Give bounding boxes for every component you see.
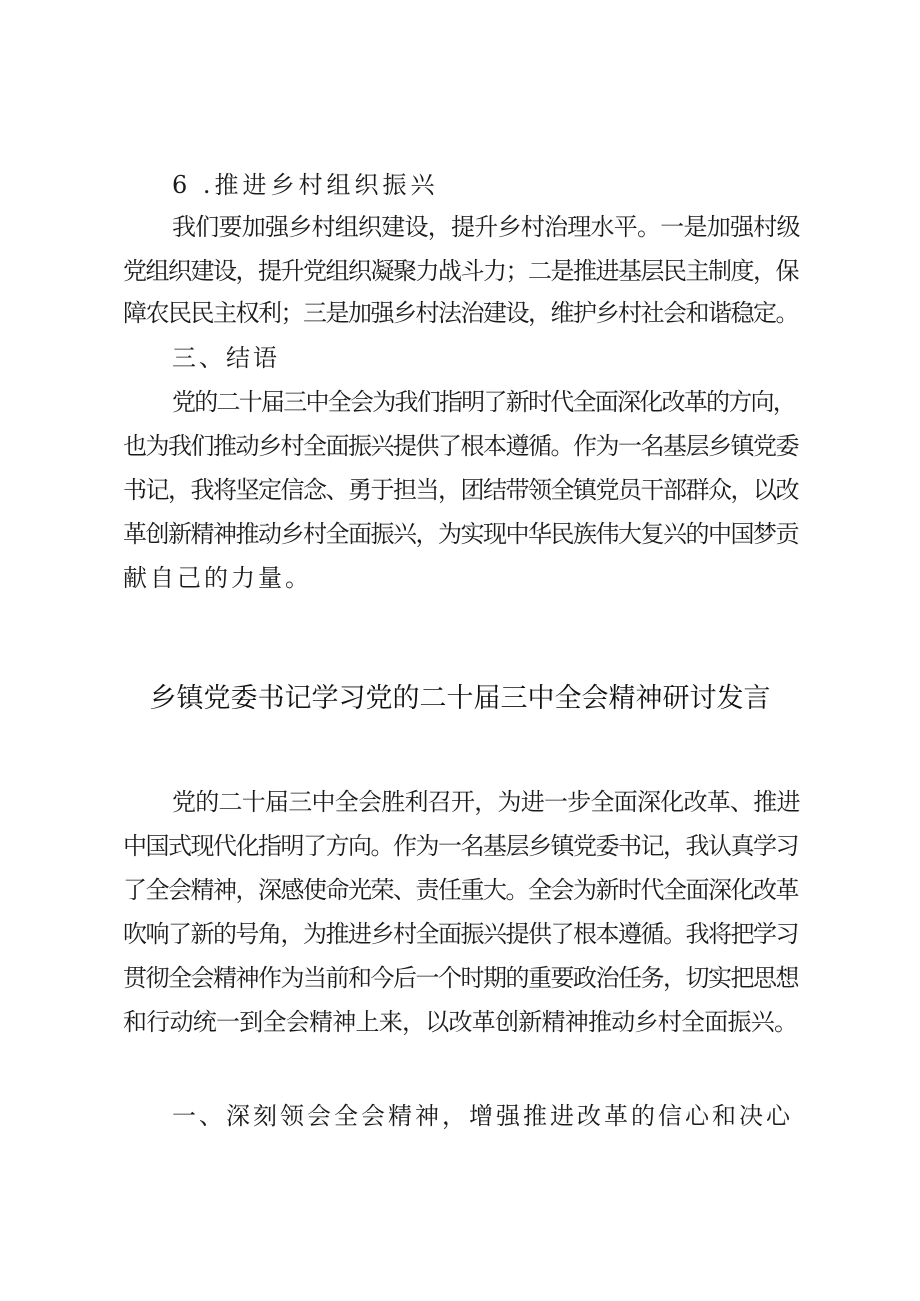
section-heading: 一、深刻领会全会精神，增强推进改革的信心和决心 <box>172 1102 793 1130</box>
paragraph-line: 革创新精神推动乡村全面振兴，为实现中华民族伟大复兴的中国梦贡 <box>123 520 798 548</box>
paragraph-line: 障农民民主权利；三是加强乡村法治建设，维护乡村社会和谐稳定。 <box>123 299 798 327</box>
paragraph-line: 了全会精神，深感使命光荣、责任重大。全会为新时代全面深化改革 <box>123 876 798 904</box>
paragraph-line: 我们要加强乡村组织建设，提升乡村治理水平。一是加强村级 <box>172 213 800 241</box>
paragraph-line: 党的二十届三中全会为我们指明了新时代全面深化改革的方向， <box>172 388 795 416</box>
paragraph-line: 和行动统一到全会精神上来，以改革创新精神推动乡村全面振兴。 <box>123 1008 798 1036</box>
paragraph-line: 党的二十届三中全会胜利召开，为进一步全面深化改革、推进 <box>172 788 800 816</box>
paragraph-line: 党组织建设，提升党组织凝聚力战斗力；二是推进基层民主制度，保 <box>123 257 798 285</box>
section-heading: 6 .推进乡村组织振兴 <box>172 171 439 199</box>
paragraph-line: 书记，我将坚定信念、勇于担当，团结带领全镇党员干部群众，以改 <box>123 476 798 504</box>
article-title: 乡镇党委书记学习党的二十届三中全会精神研讨发言 <box>149 683 771 714</box>
paragraph-line: 献自己的力量。 <box>123 564 312 592</box>
paragraph-line: 中国式现代化指明了方向。作为一名基层乡镇党委书记，我认真学习 <box>123 832 798 860</box>
paragraph-line: 也为我们推动乡村全面振兴提供了根本遵循。作为一名基层乡镇党委 <box>123 432 798 460</box>
paragraph-line: 吹响了新的号角，为推进乡村全面振兴提供了根本遵循。我将把学习 <box>123 920 798 948</box>
paragraph-line: 贯彻全会精神作为当前和今后一个时期的重要政治任务，切实把思想 <box>123 964 798 992</box>
section-heading: 三、结语 <box>172 344 280 372</box>
